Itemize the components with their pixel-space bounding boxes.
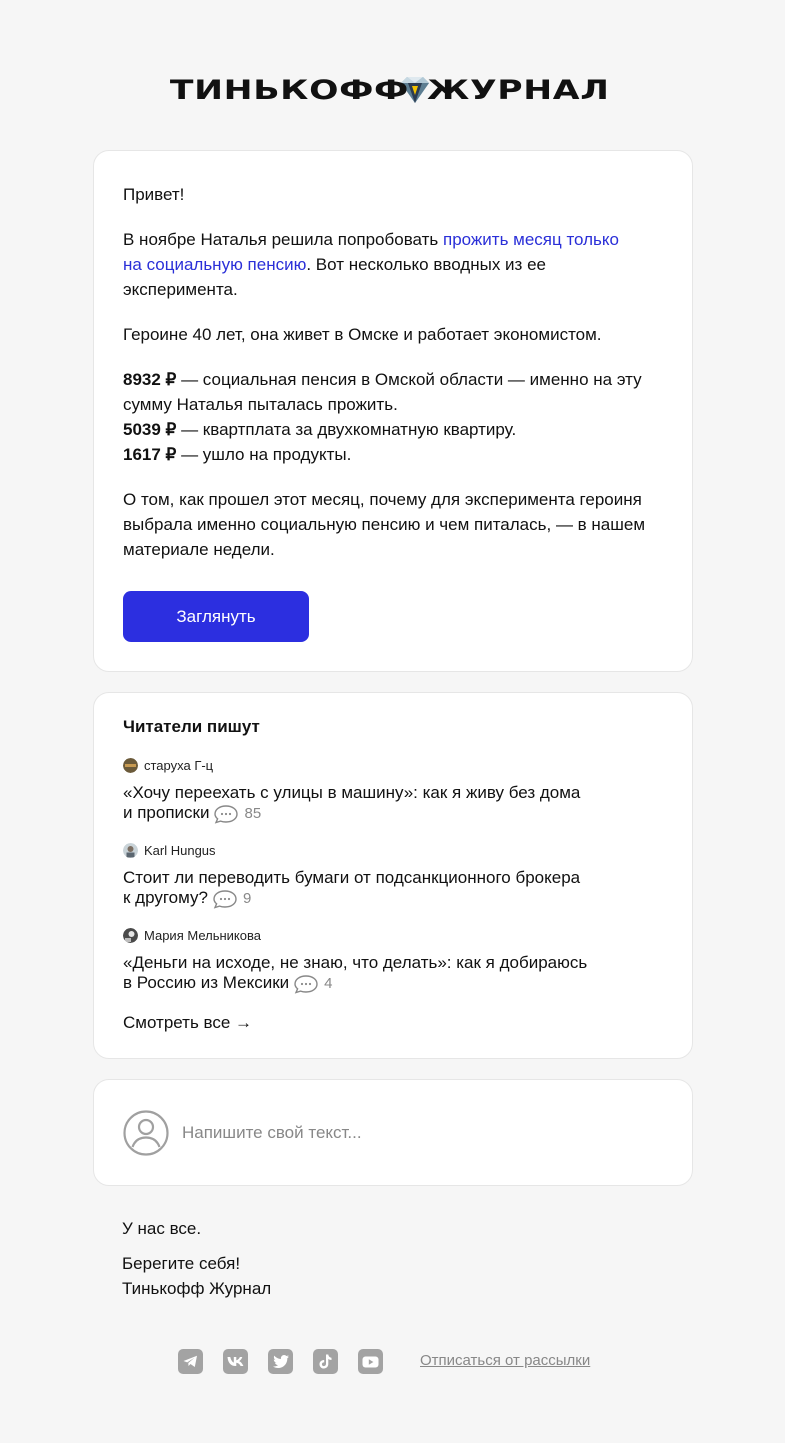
greeting-text: Привет!	[123, 185, 185, 204]
post-title-line: в Россию из Мексики	[123, 973, 290, 992]
post-title-line: «Деньги на исходе, не знаю, что делать»: как я добираюсь	[123, 953, 588, 972]
avatar	[123, 843, 138, 858]
article-card	[93, 150, 693, 672]
youtube-icon[interactable]	[358, 1349, 383, 1374]
intro-text-after: . Вот несколько вводных из ее эксперимента.	[123, 255, 546, 299]
comment-count	[293, 974, 332, 994]
reader-post[interactable]	[123, 927, 643, 994]
fact-text: — социальная пенсия в Омской области — именно на эту сумму Наталья пыталась прожить.	[123, 370, 642, 414]
intro-paragraph	[123, 227, 628, 302]
post-title-line: к другому?	[123, 888, 208, 907]
reader-post[interactable]	[123, 842, 643, 909]
unsubscribe-link[interactable]: Отписаться от рассылки	[420, 1352, 591, 1369]
footer-farewell: Берегите себя!	[122, 1254, 241, 1273]
compose-card	[93, 1079, 693, 1186]
comment-bubble-icon	[293, 974, 319, 994]
compose-input[interactable]	[182, 1118, 652, 1148]
comment-bubble-icon	[213, 804, 239, 824]
logo-left-text: ТИНЬКОФФ	[169, 74, 409, 106]
comment-count	[212, 889, 251, 909]
post-title[interactable]	[123, 783, 643, 824]
fact-item	[123, 367, 653, 417]
fact-amount: 1617 ₽	[123, 445, 177, 464]
fact-item	[123, 417, 653, 442]
intro-text-before: В ноябре Наталья решила попробовать	[123, 230, 443, 249]
vk-icon[interactable]	[223, 1349, 248, 1374]
author-name: Мария Мельникова	[144, 927, 261, 943]
reader-post[interactable]	[123, 757, 643, 824]
comment-count-value: 9	[242, 889, 252, 907]
readers-card	[93, 692, 693, 1059]
fact-amount: 8932 ₽	[123, 370, 177, 389]
comment-count	[213, 804, 261, 824]
author-name: старуха Г-ц	[144, 757, 214, 773]
post-author	[123, 757, 643, 773]
twitter-icon[interactable]	[268, 1349, 293, 1374]
see-all-link[interactable]: Смотреть все →	[123, 1013, 253, 1032]
post-title[interactable]	[123, 953, 643, 994]
article-link[interactable]: прожить месяц только на социальную пенсию	[123, 230, 620, 274]
footer-signature: Тинькофф Журнал	[122, 1279, 272, 1298]
summary-paragraph: О том, как прошел этот месяц, почему для эксперимента героиня выбрала именно социальную пенсию и чем питалась, — в нашем материале недели.	[123, 490, 646, 559]
telegram-icon[interactable]	[178, 1349, 203, 1374]
avatar	[123, 928, 138, 943]
user-avatar-icon	[123, 1110, 169, 1156]
fact-text: — ушло на продукты.	[176, 445, 352, 464]
comment-count-value: 85	[244, 804, 262, 822]
post-author	[123, 842, 643, 858]
heroine-paragraph: Героине 40 лет, она живет в Омске и работает экономистом.	[123, 325, 602, 344]
author-name: Karl Hungus	[144, 842, 216, 858]
post-title-line: и прописки	[123, 803, 210, 822]
logo-right-text: ЖУРНАЛ	[426, 74, 610, 106]
post-title[interactable]	[123, 868, 643, 909]
post-title-line: Стоит ли переводить бумаги от подсанкционного брокера	[123, 868, 581, 887]
fact-item	[123, 442, 653, 467]
readers-heading: Читатели пишут	[123, 717, 260, 736]
avatar	[123, 758, 138, 773]
footer-closing: У нас все.	[122, 1219, 202, 1238]
fact-amount: 5039 ₽	[123, 420, 177, 439]
fact-text: — квартплата за двухкомнатную квартиру.	[176, 420, 517, 439]
comment-bubble-icon	[212, 889, 238, 909]
journal-logo[interactable]	[0, 72, 785, 108]
read-article-button[interactable]: Заглянуть	[123, 591, 309, 642]
facts-block	[123, 367, 653, 467]
post-title-line: «Хочу переехать с улицы в машину»: как я живу без дома	[123, 783, 581, 802]
tiktok-icon[interactable]	[313, 1349, 338, 1374]
comment-count-value: 4	[324, 974, 333, 992]
post-author	[123, 927, 643, 943]
